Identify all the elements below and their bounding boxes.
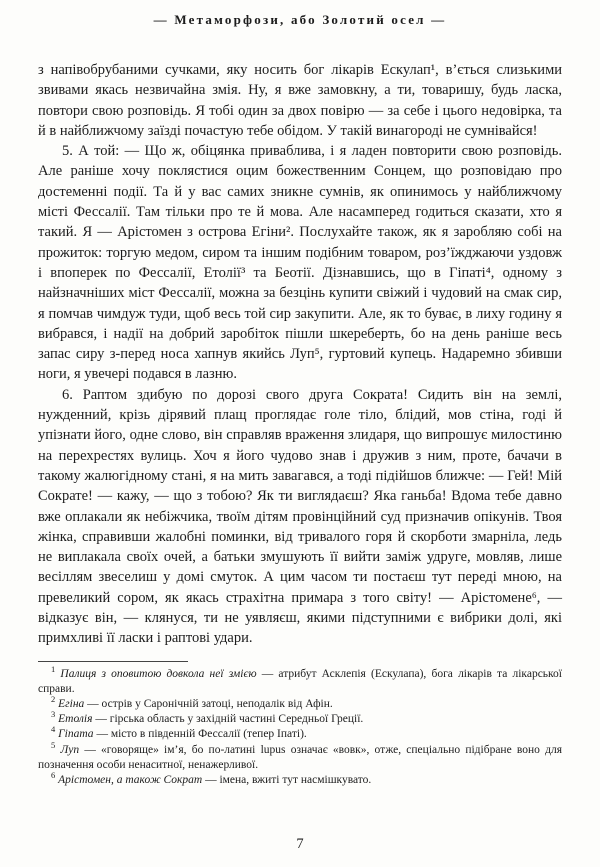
footnote-text: — атрибут Асклепія (Ескулапа), бога лікарів та лікарської справи.	[38, 667, 563, 695]
footnote-marker: 2	[51, 694, 56, 705]
footnote-2	[38, 694, 562, 712]
footnote-text: — «говоряще» ім’я, бо по-латині lupus означає «вовк», отже, спеціально підібране воно для позначення особи ненаситної, ненажерливої.	[38, 743, 562, 771]
body-text	[38, 60, 562, 649]
footnote-6	[38, 770, 562, 788]
paragraph-6: 6. Раптом здибую по дорозі свого друга Сократа! Сидить він на землі, нужденний, крізь дірявий плащ проглядає голе тіло, блідий, мов стіна, годі й упізнати його, одне слово, він справляв враження злидаря, що випрошує милостиню на перехрестях вулиць. Хоч я його чудово знав і дружив з ним, проте, бачачи в такому жалюгідному стані, я на мить завагався, а тоді підійшов ближче: — Гей! Мій Сократе! — кажу, — що з тобою? Як ти виглядаєш? Яка ганьба! Вдома тебе давно вже оплакали як небіжчика, твоїм дітям провінційний суд призначив опікунів. Твоя жінка, справивши жалобні поминки, від тривалого горя й скорботи змарніла, ледь не виплакала своїх очей, а батьки змушують її вийти заміж удруге, мовляв, лише весіллям звеселиш у домі смуток. А цим часом ти постаєш тут переді мною, на превеликий сором, як якась страхітна примара з того світу! — Арістомене⁶, — відказує він, — клянуся, ти не уявляєш, якими підступними є вибрики долі, які примхливі її ласки і раптові удари.	[38, 386, 562, 647]
footnote-text: — імена, вжиті тут насмішкувато.	[202, 774, 372, 787]
footnotes-block	[38, 663, 563, 789]
footnote-term: Палиця з оповитою довкола неї змією	[60, 667, 257, 680]
paragraph-continuation: з напівобрубаними сучками, яку носить бог лікарів Ескулап¹, в’ється слизькими звивами якась незвичайна змія. Ну, я вже замовкну, а ти, товаришу, будь ласка, повтори свою розповідь. Я тобі один за двох повірю — за себе і цього недовірка, та й в найближчому заїзді почастую тебе обідом. У такій винагороді не сумнівайся!	[38, 62, 562, 139]
footnote-term: Егіна	[58, 698, 85, 711]
footnote-text: — острів у Саронічній затоці, неподалік від Афін.	[84, 698, 333, 711]
footnote-marker: 5	[51, 739, 56, 750]
footnote-4	[38, 724, 562, 742]
paragraph-5: 5. А той: — Що ж, обіцянка приваблива, і я ладен повторити свою розповідь. Але раніше хочу поклястися оцим божественним Сонцем, що розповідаю про достеменні події. Та й у вас самих зникне сумнів, як опинимось у найближчому місті Фессалії. Там тільки про те й мова. Але насамперед годиться сказати, хто я такий. Я — Арістомен з острова Егіни². Послухайте також, як я заробляю собі на прожиток: торгую медом, сиром та іншим подібним товаром, роз’їжджаючи уздовж і впоперек по Фессалії, Етолії³ та Беотії. Дізнавшись, що в Гіпаті⁴, одному з найзначніших міст Фессалії, можна за безцінь купити свіжий і чудовий на смак сир, я помчав чимдуж туди, щоб весь той сир закупити. Але, як то буває, в лиху годину я вибрався, і надії на добрий заробіток пішли шкереберть, бо на день раніше весь запас сиру з-перед носа хапнув якийсь Луп⁵, гуртовий купець. Надаремно збивши ноги, я увечері подався в лазню.	[38, 143, 562, 383]
footnote-marker: 4	[51, 724, 56, 735]
footnote-term: Етолія	[58, 713, 93, 726]
running-header: — Метаморфози, або Золотий осел —	[153, 12, 447, 27]
page-number: 7	[296, 836, 304, 852]
footnote-separator	[38, 661, 188, 662]
footnote-text: — місто в південній Фессалії (тепер Іпаті).	[93, 728, 307, 741]
footnote-term: Луп	[60, 743, 80, 756]
footnote-marker: 1	[51, 663, 56, 674]
footnote-term: Арістомен, а також Сократ	[58, 774, 203, 787]
footnote-5	[38, 739, 562, 773]
footnote-marker: 6	[51, 770, 56, 781]
footnote-marker: 3	[51, 709, 56, 720]
footnote-3	[38, 709, 562, 727]
footnote-text: — гірська область у західній частині Середньої Греції.	[92, 713, 364, 726]
footnote-1	[38, 663, 563, 697]
footnote-term: Гіпата	[58, 728, 94, 741]
